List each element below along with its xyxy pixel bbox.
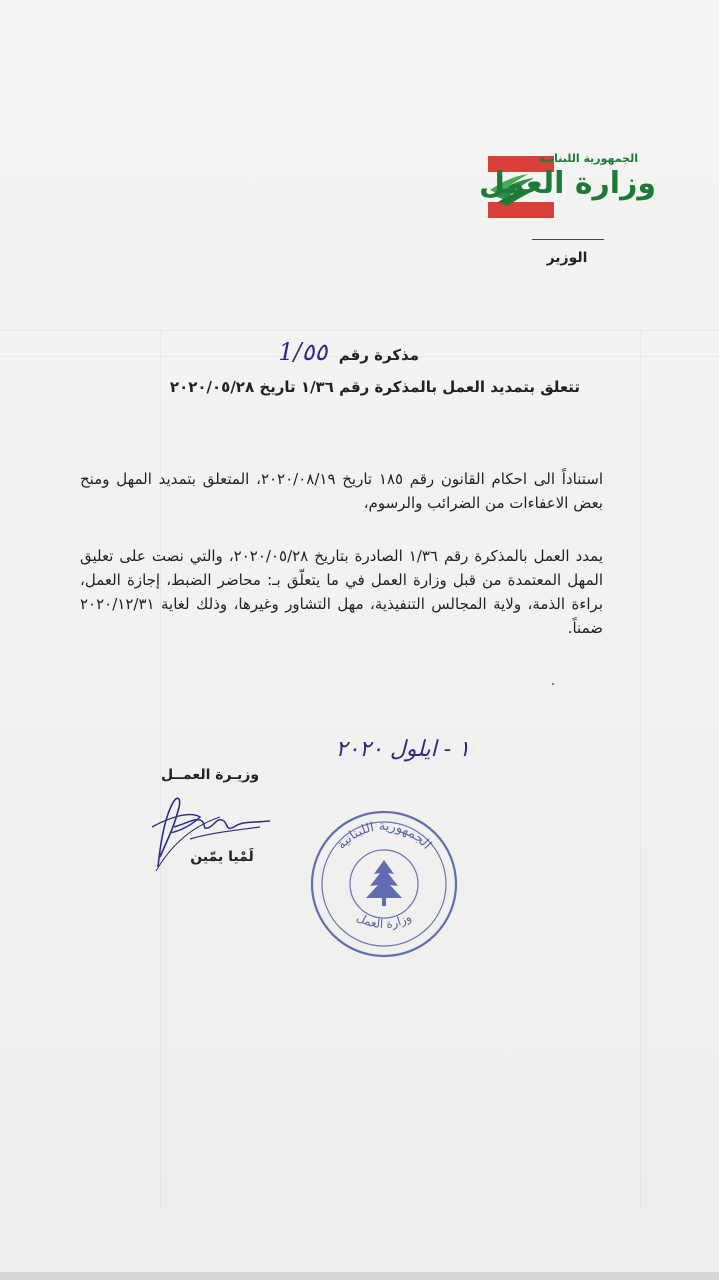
bleed-through-line <box>0 330 719 331</box>
cedar-icon <box>366 860 402 906</box>
handwritten-date: ١ - ايلول ٢٠٢٠ <box>335 737 470 762</box>
official-stamp <box>308 808 460 960</box>
signatory-name: لَمْيا يمّين <box>190 849 254 865</box>
bleed-through-line <box>640 330 641 1210</box>
svg-text:وزارة العمل <box>354 910 414 931</box>
signatory-title: وزيـرة العمــل <box>160 767 260 783</box>
ministry-name: وزارة العمل <box>479 166 656 201</box>
stamp-bottom-text: وزارة العمل <box>354 909 414 932</box>
body-paragraph-1: استناداً الى احكام القانون رقم ١٨٥ تاريخ ٢٠٢٠/٠٨/١٩، المتعلق بتمديد المهل ومنح بعض الاعفاءات من الضرائب والرسوم، <box>80 470 603 512</box>
stamp-top-text: الجمهورية اللبنانية <box>334 818 435 853</box>
signature-block <box>120 765 280 875</box>
minister-title: الوزير <box>546 250 588 266</box>
ministry-logo <box>479 152 668 222</box>
memo-label: مذكرة رقم <box>338 346 419 364</box>
divider <box>532 239 604 240</box>
body-paragraph-2: يمدد العمل بالمذكرة رقم ١/٣٦ الصادرة بتاريخ ٢٠٢٠/٠٥/٢٨، والتي نصت على تعليق المهل المعتمدة من قبل وزارة العمل في ما يتعلّق بـ: محاضر الضبط، إجازة العمل، براءة الذمة، ولاية المجالس التنفيذية، مهل التشاور وغيرها، وذلك لغاية ٢٠٢٠/١٢/٣١ ضمناً. <box>80 547 604 637</box>
ink-dot <box>552 683 554 685</box>
memo-number: 1/٥٥ <box>278 338 328 366</box>
svg-text:الجمهورية اللبنانية <box>334 819 434 853</box>
republic-label: الجمهورية اللبنانية <box>538 152 638 165</box>
memo-subject: تتعلق بتمديد العمل بالمذكرة رقم ١/٣٦ تاريخ ٢٠٢٠/٠٥/٢٨ <box>169 378 581 396</box>
memo-heading <box>278 338 419 366</box>
